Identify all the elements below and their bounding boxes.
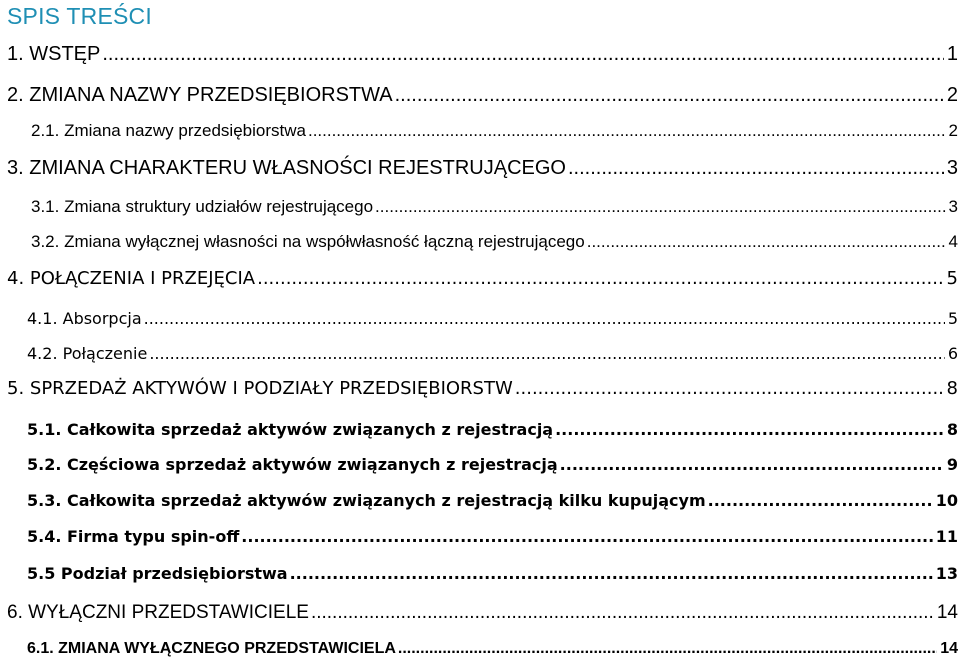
toc-entry-4[interactable]: [7, 268, 960, 290]
toc-entry-label: 5.5 Podział przedsiębiorstwa: [27, 564, 288, 583]
toc-entry-5-1[interactable]: [27, 419, 960, 441]
dot-leader: [708, 490, 933, 512]
toc-entry-1[interactable]: [7, 42, 960, 66]
toc-entry-page: 2: [946, 84, 958, 106]
dot-leader: [587, 231, 946, 253]
dot-leader: [375, 196, 945, 218]
toc-entry-page: 14: [940, 640, 958, 657]
toc-entry-5-3[interactable]: [27, 490, 960, 512]
toc-entry-5-4[interactable]: [27, 526, 960, 548]
toc-entry-page: 13: [935, 564, 958, 583]
toc-entry-page: 3: [948, 197, 958, 216]
toc-entry-label: 6. WYŁĄCZNI PRZEDSTAWICIELE: [7, 602, 309, 623]
toc-entry-label: 3. ZMIANA CHARAKTERU WŁASNOŚCI REJESTRUJĄCEGO: [7, 157, 566, 179]
toc-entry-label: 5.4. Firma typu spin-off: [27, 527, 240, 546]
toc-entry-page: 1: [946, 43, 958, 65]
dot-leader: [311, 601, 934, 625]
toc-entry-4-2[interactable]: [27, 343, 960, 365]
toc-entry-6-1[interactable]: [27, 638, 960, 660]
dot-leader: [149, 343, 945, 365]
toc-entry-label: 4.1. Absorpcja: [27, 309, 142, 328]
toc-entry-5-2[interactable]: [27, 454, 960, 476]
dot-leader: [241, 526, 932, 548]
dot-leader: [308, 120, 946, 142]
toc-entry-2-1[interactable]: [31, 120, 960, 142]
toc-entry-4-1[interactable]: [27, 308, 960, 330]
dot-leader: [555, 419, 944, 441]
toc-entry-label: 5.2. Częściowa sprzedaż aktywów związanych z rejestracją: [27, 455, 558, 474]
dot-leader: [144, 308, 945, 330]
toc-entry-label: 3.2. Zmiana wyłącznej własności na współwłasność łączną rejestrującego: [31, 232, 585, 251]
toc-entry-page: 9: [946, 455, 958, 474]
toc-entry-label: 4.2. Połączenie: [27, 344, 148, 363]
toc-entry-label: 2.1. Zmiana nazwy przedsiębiorstwa: [31, 121, 306, 140]
dot-leader: [102, 42, 944, 66]
toc-entry-label: 5. SPRZEDAŻ AKTYWÓW I PODZIAŁY PRZEDSIĘBIORSTW: [7, 378, 513, 399]
toc-entry-label: 6.1. ZMIANA WYŁĄCZNEGO PRZEDSTAWICIELA: [27, 640, 396, 657]
toc-entry-2[interactable]: [7, 83, 960, 107]
dot-leader: [395, 83, 944, 107]
dot-leader: [257, 268, 943, 290]
toc-entry-5-5[interactable]: [27, 563, 960, 585]
dot-leader: [398, 638, 937, 660]
toc-entry-page: 10: [935, 491, 958, 510]
toc-entry-label: 5.1. Całkowita sprzedaż aktywów związanych z rejestracją: [27, 420, 554, 439]
toc-entry-label: 1. WSTĘP: [7, 43, 101, 65]
dot-leader: [568, 156, 944, 180]
toc-entry-page: 5: [947, 309, 958, 328]
toc-entry-page: 3: [946, 157, 958, 179]
toc-entry-page: 11: [935, 527, 958, 546]
dot-leader: [290, 563, 933, 585]
toc-entry-3[interactable]: [7, 156, 960, 180]
toc-entry-5[interactable]: [7, 378, 960, 400]
toc-entry-6[interactable]: [7, 601, 960, 625]
toc-entry-page: 8: [946, 378, 958, 399]
dot-leader: [560, 454, 944, 476]
toc-entry-page: 5: [946, 268, 958, 289]
toc-entry-page: 4: [948, 232, 958, 251]
toc-entry-3-1[interactable]: [31, 196, 960, 218]
toc-entry-label: 2. ZMIANA NAZWY PRZEDSIĘBIORSTWA: [7, 84, 393, 106]
dot-leader: [515, 378, 944, 400]
toc-entry-page: 6: [947, 344, 958, 363]
toc-entry-label: 3.1. Zmiana struktury udziałów rejestrującego: [31, 197, 374, 216]
toc-entry-page: 8: [946, 420, 958, 439]
toc-title: SPIS TREŚCI: [7, 3, 152, 29]
toc-entry-3-2[interactable]: [31, 231, 960, 253]
toc-entry-label: 4. POŁĄCZENIA I PRZEJĘCIA: [7, 268, 256, 289]
toc-entry-page: 14: [936, 602, 958, 623]
toc-entry-label: 5.3. Całkowita sprzedaż aktywów związanych z rejestracją kilku kupującym: [27, 491, 706, 510]
toc-entry-page: 2: [948, 121, 958, 140]
